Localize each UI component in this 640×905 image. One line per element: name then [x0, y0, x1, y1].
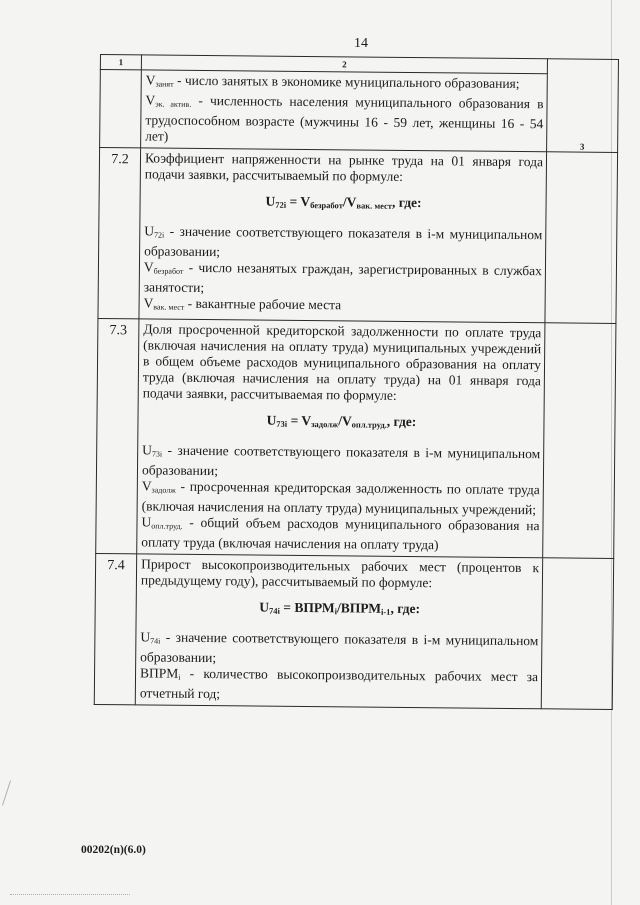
definition-employed: $V_{занят}$ - число занятых в экономике муниципального образования;: [145, 72, 520, 92]
row-number: 7.4: [94, 553, 136, 704]
formula: U72i = Vбезработ/Vвак. мест, где:: [265, 193, 422, 211]
definition-active-population: $V_{эк. актив.}$ - численность населения муниципального образования в трудоспособном возрасте (мужчины 16 - 59 лет, женщины 16 - 54 лет): [145, 92, 544, 144]
row-content-cell: [139, 148, 547, 323]
notes-cell: [545, 152, 618, 324]
header-col-2: 2: [141, 55, 547, 74]
definition: $ВПРМ_i$ - количество высокопроизводительных рабочих мест за отчетный год;: [139, 665, 539, 702]
page-number: 14: [354, 36, 368, 51]
header-col-1: 1: [100, 55, 141, 70]
row-content-cell: [135, 554, 542, 709]
formula: U73i = Vзадолж/Vопл.труд., где:: [266, 412, 417, 430]
table-row-continuation: [100, 70, 619, 153]
table-row-7-3: [96, 318, 616, 558]
row-number: 7.2: [98, 148, 141, 319]
form-code: 00202(n)(6.0): [81, 844, 146, 856]
row-number: 7.3: [96, 318, 139, 553]
definition: $U_{72i}$ - значение соответствующего показателя в i-м муниципальном образовании;: [144, 223, 543, 260]
indicator-table: [94, 54, 619, 710]
definition: $U_{73i}$ - значение соответствующего показателя в i-м муниципальном образовании;: [141, 442, 541, 479]
row-number-cell: [100, 70, 142, 148]
header-col-3: 3: [547, 59, 619, 153]
definition: $V_{задолж}$ - просроченная кредиторская задолженность по оплате труда (включая начисления на оплату труда) муниципальных учреждений;: [141, 478, 540, 518]
table-row-7-4: [94, 553, 613, 709]
definition: $U_{опл.труд.}$ - общий объем расходов муниципального образования на оплату труда (включая начисления на оплату труда): [141, 514, 540, 553]
notes-cell: [541, 558, 613, 710]
row-content-cell: [141, 70, 548, 152]
table-row-7-2: [98, 148, 618, 324]
definition: $V_{вак. мест}$ - вакантные рабочие места: [143, 295, 342, 313]
indicator-title: Коэффициент напряженности на рынке труда на 01 января года подачи заявки, рассчитываемый по формуле:: [144, 150, 544, 184]
row-content-cell: [137, 319, 545, 558]
scan-mark: [2, 780, 11, 805]
indicator-title: Прирост высокопроизводительных рабочих мест (процентов к предыдущему году), рассчитываемый по формуле:: [140, 556, 540, 591]
definition: $U_{74i}$ - значение соответствующего показателя в i-м муниципальном образовании;: [140, 629, 539, 666]
indicator-title: Доля просроченной кредиторской задолженности по оплате труда (включая начисления на оплату труда) муниципальных учреждений в общем объеме расходов муниципального образования на оплату труда (включая начисления на оплату труда) на 01 января года подачи заявки, рассчитываемая по формуле:: [142, 321, 542, 403]
definition: $V_{безработ}$ - число незанятых граждан, зарегистрированных в службах занятости;: [143, 259, 543, 296]
formula: U74i = ВПРМi/ВПРМi-1, где:: [259, 599, 421, 617]
scan-dots: [10, 894, 130, 895]
notes-cell: [543, 323, 616, 559]
